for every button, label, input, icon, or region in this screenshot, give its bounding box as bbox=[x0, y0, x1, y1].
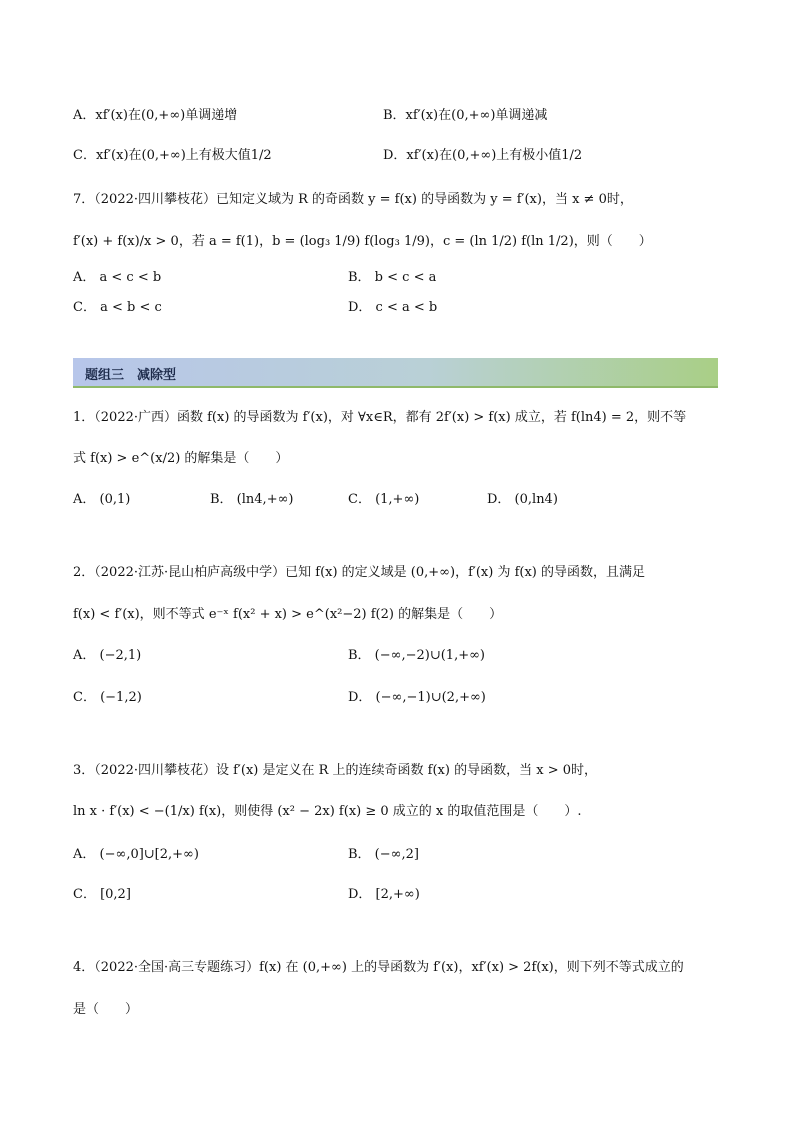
q6-option-a: A．xf′(x)在(0,+∞)单调递增 bbox=[73, 108, 238, 123]
q3-option-d: D． [2,+∞) bbox=[348, 887, 420, 902]
q1-stem-line1: 1．（2022·广西）函数 f(x) 的导函数为 f′(x)，对 ∀x∈R，都有 2f′(x) > f(x) 成立，若 f(ln4) = 2，则不等 bbox=[73, 410, 687, 425]
q2-stem-line1: 2．（2022·江苏·昆山柏庐高级中学）已知 f(x) 的定义域是 (0,+∞)，f′(x) 为 f(x) 的导函数，且满足 bbox=[73, 565, 645, 580]
q4-stem-line2: 是（ ） bbox=[73, 1002, 139, 1017]
q1-option-a: A． (0,1) bbox=[73, 492, 131, 507]
q2-option-b: B． (−∞,−2)∪(1,+∞) bbox=[348, 648, 486, 663]
q7-stem-line2: f′(x) + f(x)/x > 0，若 a = f(1)，b = (log₃ 1/9) f(log₃ 1/9)，c = (ln 1/2) f(ln 1/2)，则（ ） bbox=[73, 234, 652, 249]
q2-option-c: C． (−1,2) bbox=[73, 690, 142, 705]
q2-stem-line2: f(x) < f′(x)，则不等式 e⁻ˣ f(x² + x) > e^(x²−2) f(2) 的解集是（ ） bbox=[73, 607, 503, 622]
q7-option-d: D． c < a < b bbox=[348, 300, 438, 315]
q6-option-c: C．xf′(x)在(0,+∞)上有极大值1/2 bbox=[73, 148, 272, 163]
q3-option-b: B． (−∞,2] bbox=[348, 847, 419, 862]
q1-stem-line2: 式 f(x) > e^(x/2) 的解集是（ ） bbox=[73, 451, 289, 466]
q2-option-d: D． (−∞,−1)∪(2,+∞) bbox=[348, 690, 486, 705]
q3-stem-line2: ln x · f′(x) < −(1/x) f(x)，则使得 (x² − 2x) f(x) ≥ 0 成立的 x 的取值范围是（ ）. bbox=[73, 804, 582, 819]
q3-option-c: C． [0,2] bbox=[73, 887, 131, 902]
q1-option-c: C． (1,+∞) bbox=[348, 492, 420, 507]
q1-option-b: B． (ln4,+∞) bbox=[210, 492, 294, 507]
q6-option-b: B．xf′(x)在(0,+∞)单调递减 bbox=[383, 108, 548, 123]
q7-option-a: A． a < c < b bbox=[73, 270, 162, 285]
q4-stem-line1: 4．（2022·全国·高三专题练习）f(x) 在 (0,+∞) 上的导函数为 f′(x)，xf′(x) > 2f(x)，则下列不等式成立的 bbox=[73, 960, 684, 975]
q3-stem-line1: 3．（2022·四川攀枝花）设 f′(x) 是定义在 R 上的连续奇函数 f(x) 的导函数，当 x > 0时， bbox=[73, 763, 597, 778]
q7-option-b: B． b < c < a bbox=[348, 270, 437, 285]
q6-option-d: D．xf′(x)在(0,+∞)上有极小值1/2 bbox=[383, 148, 583, 163]
q2-option-a: A． (−2,1) bbox=[73, 648, 142, 663]
section-header bbox=[73, 358, 718, 388]
q1-option-d: D． (0,ln4) bbox=[487, 492, 558, 507]
q3-option-a: A． (−∞,0]∪[2,+∞) bbox=[73, 847, 199, 862]
section-title: 题组三 减除型 bbox=[85, 368, 177, 383]
q7-option-c: C． a < b < c bbox=[73, 300, 162, 315]
q7-stem-line1: 7．（2022·四川攀枝花）已知定义域为 R 的奇函数 y = f(x) 的导函数为 y = f′(x)，当 x ≠ 0时， bbox=[73, 192, 633, 207]
